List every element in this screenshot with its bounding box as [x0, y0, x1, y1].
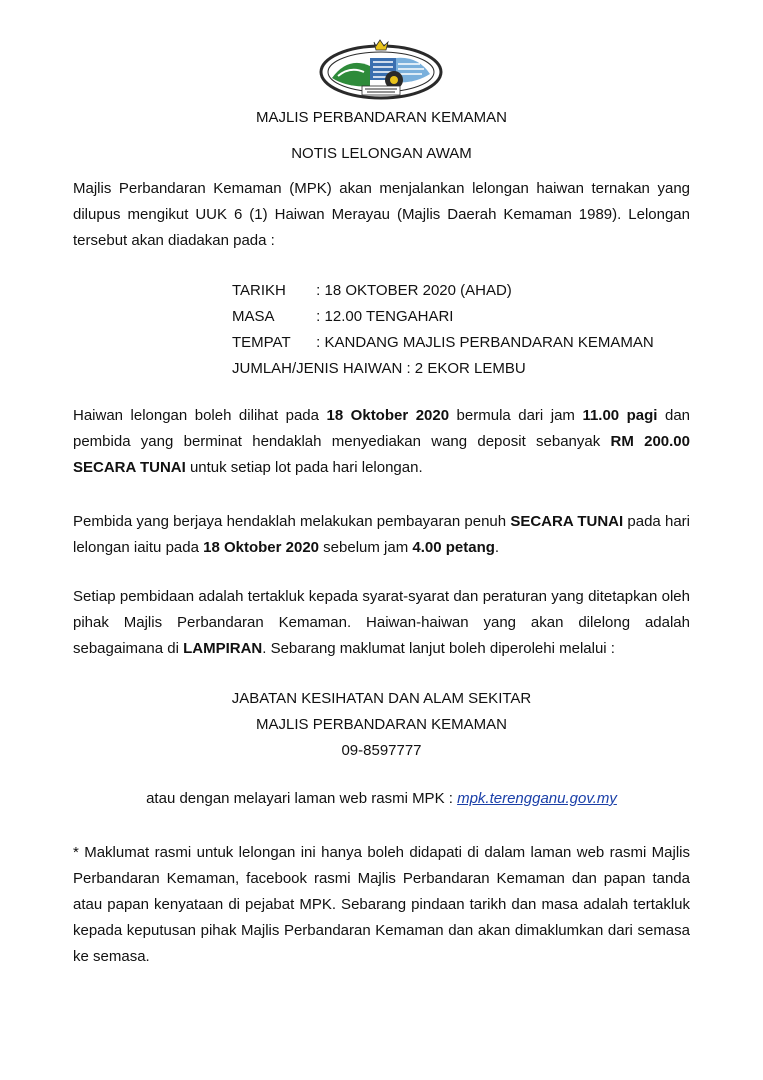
viewing-deposit-paragraph — [73, 403, 690, 481]
detail-label: TEMPAT — [232, 334, 291, 351]
org-heading: MAJLIS PERBANDARAN KEMAMAN — [256, 109, 507, 126]
detail-value: : KANDANG MAJLIS PERBANDARAN KEMAMAN — [316, 334, 654, 351]
detail-label: JUMLAH/JENIS HAIWAN — [232, 360, 403, 377]
detail-row-date — [232, 278, 654, 304]
text: dan pembida yang berminat hendaklah menyediakan wang deposit sebanyak — [73, 407, 691, 450]
text: pada hari lelongan iaitu pada — [73, 513, 691, 556]
text: bermula dari jam — [449, 407, 583, 424]
website-link[interactable]: mpk.terengganu.gov.my — [457, 790, 617, 807]
detail-value: : 12.00 TENGAHARI — [316, 308, 454, 325]
text: Haiwan lelongan boleh dilihat pada — [73, 407, 327, 424]
contact-department: JABATAN KESIHATAN DAN ALAM SEKITAR — [231, 690, 532, 707]
mpk-crest-logo — [318, 38, 444, 100]
text: Pembida yang berjaya hendaklah melakukan pembayaran penuh — [73, 513, 511, 530]
text: untuk setiap lot pada hari lelongan. — [185, 459, 423, 476]
appendix-bold: LAMPIRAN — [183, 640, 263, 657]
text: Setiap pembidaan adalah tertakluk kepada syarat-syarat dan peraturan yang ditetapkan oleh pihak Majlis Perbandaran Kemaman. Haiwan-haiwan yang akan dilelong adalah sebagaimana di — [73, 588, 690, 657]
date-bold: 18 Oktober 2020 — [326, 407, 450, 424]
text: sebelum jam — [319, 539, 413, 556]
detail-label: MASA — [232, 308, 275, 325]
intro-paragraph: Majlis Perbandaran Kemaman (MPK) akan menjalankan lelongan haiwan ternakan yang dilupus mengikut UUK 6 (1) Haiwan Merayau (Majlis Daerah Kemaman 1989). Lelongan tersebut akan diadakan pada : — [73, 180, 690, 249]
time-bold: 4.00 petang — [412, 539, 495, 556]
text: . Sebarang maklumat lanjut boleh diperolehi melalui : — [262, 640, 615, 657]
detail-row-place — [232, 330, 654, 356]
detail-value: : 2 EKOR LEMBU — [406, 360, 526, 377]
text: . — [494, 539, 500, 556]
payment-paragraph — [73, 509, 690, 561]
time-bold: 11.00 pagi — [582, 407, 658, 424]
deposit-bold: RM 200.00 SECARA TUNAI — [73, 433, 690, 476]
contact-organization: MAJLIS PERBANDARAN KEMAMAN — [256, 716, 507, 733]
auction-details — [232, 278, 654, 382]
detail-label: TARIKH — [232, 282, 286, 299]
website-text: atau dengan melayari laman web rasmi MPK : — [146, 790, 458, 807]
detail-value: : 18 OKTOBER 2020 (AHAD) — [316, 282, 512, 299]
website-line — [0, 790, 763, 807]
cash-bold: SECARA TUNAI — [510, 513, 624, 530]
notice-title: NOTIS LELONGAN AWAM — [291, 145, 472, 162]
footnote-paragraph: * Maklumat rasmi untuk lelongan ini hanya boleh didapati di dalam laman web rasmi Majlis Perbandaran Kemaman, facebook rasmi Majlis Perbandaran Kemaman dan papan tanda atau papan kenyataan di pejabat MPK. Sebarang pindaan tarikh dan masa adalah tertakluk kepada keputusan pihak Majlis Perbandaran Kemaman dan akan dimaklumkan dari semasa ke semasa. — [73, 844, 690, 965]
detail-row-animals — [232, 356, 654, 382]
contact-block — [0, 686, 763, 764]
contact-phone: 09-8597777 — [341, 742, 422, 759]
terms-paragraph — [73, 584, 690, 662]
date-bold: 18 Oktober 2020 — [203, 539, 320, 556]
detail-row-time — [232, 304, 654, 330]
